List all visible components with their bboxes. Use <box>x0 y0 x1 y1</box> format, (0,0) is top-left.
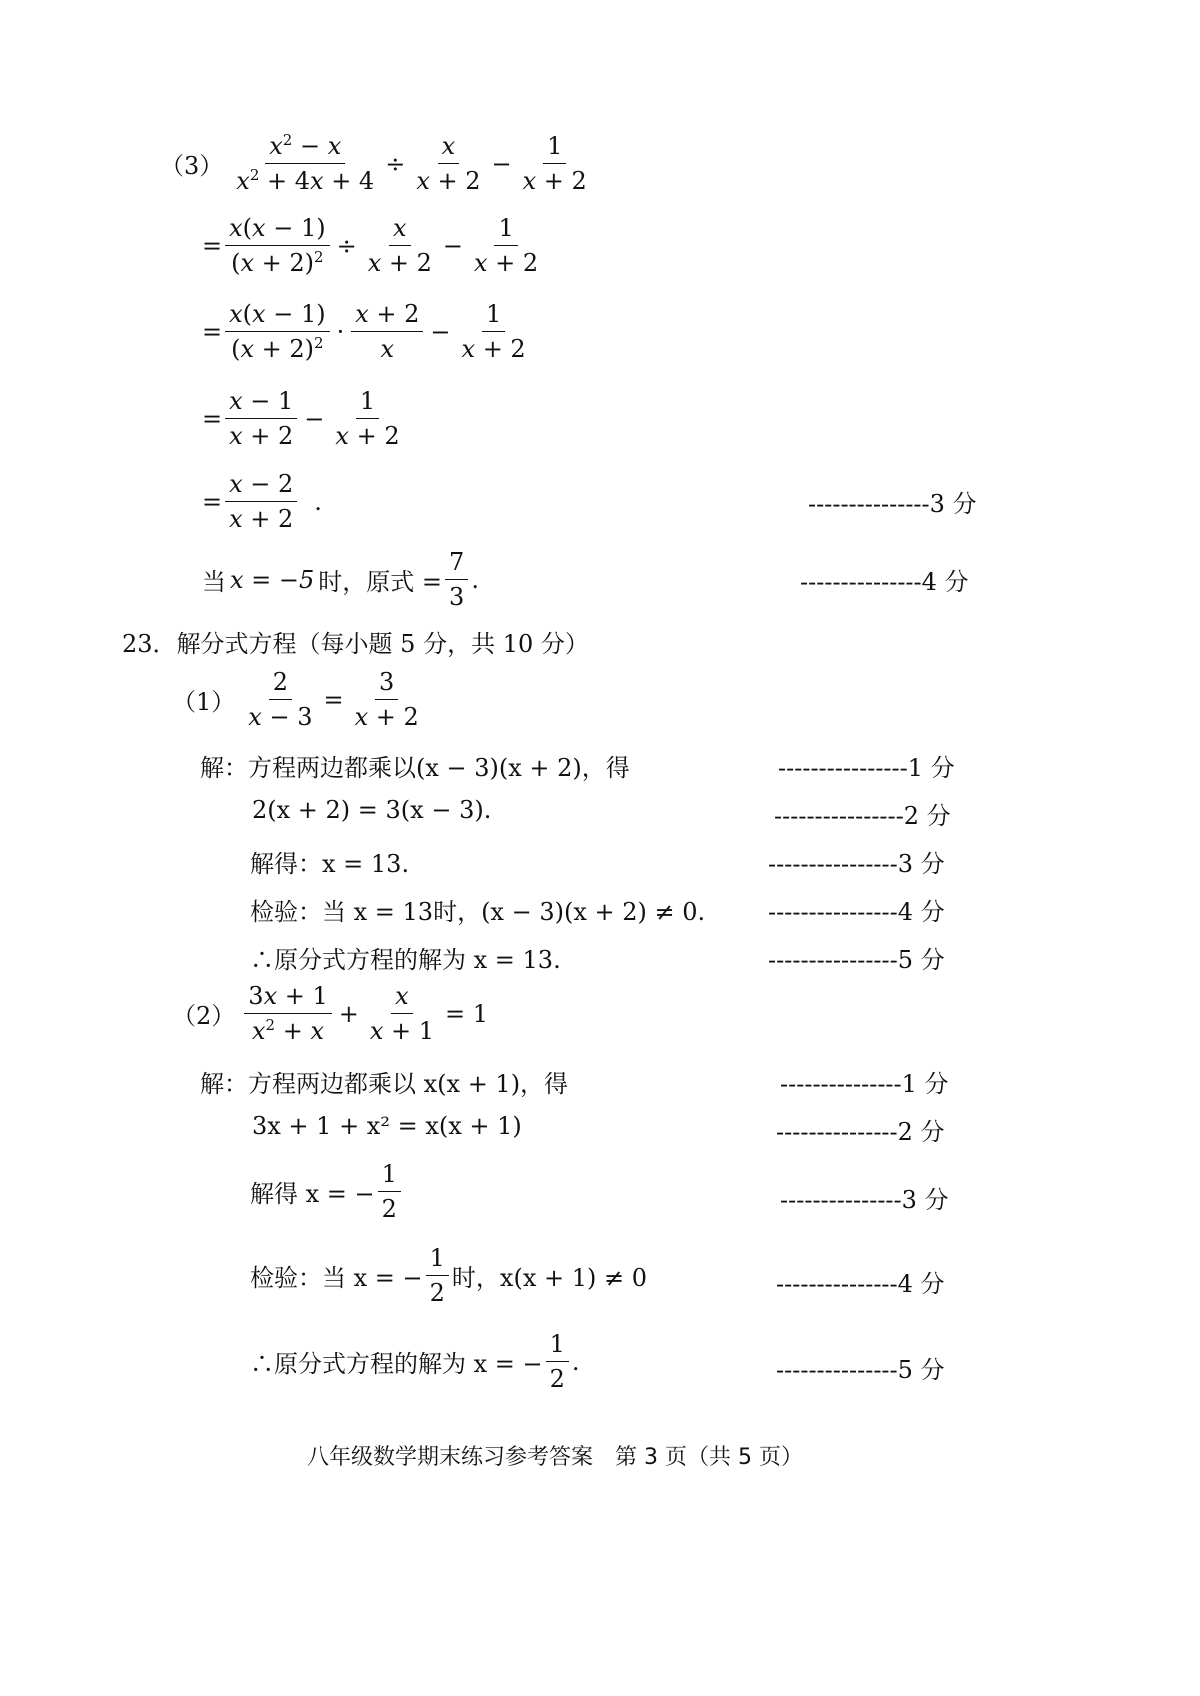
evaluate-text: 时，原式 = <box>318 568 443 596</box>
question-1-label: （1） <box>172 688 236 716</box>
fraction: $\frac{x}{x + 2}$ <box>416 132 481 195</box>
score-mark: ---------------4 分 <box>776 1270 945 1298</box>
evaluate-prefix: 当 <box>202 568 226 596</box>
q2-step-5-suffix: . <box>571 1347 580 1376</box>
q1-step: 检验：当 x = 13时，(x − 3)(x + 2) ≠ 0. <box>250 898 706 926</box>
score-mark: ----------------4 分 <box>768 898 945 926</box>
q1-step: 解：方程两边都乘以(x − 3)(x + 2)，得 <box>200 754 630 782</box>
fraction: $\frac{1}{2}$ <box>378 1160 401 1223</box>
fraction: $\frac{1}{x + 2}$ <box>522 132 587 195</box>
problem-3-step-2: = $\frac{x(x - 1)}{(x + 2)^2}$ · $\frac{x + 2}{x}$ − $\frac{1}{x + 2}$ <box>202 300 533 363</box>
fraction: $\frac{x - 1}{x + 2}$ <box>225 387 297 450</box>
q2-step-3 <box>250 1160 404 1223</box>
section-23-heading: 23．解分式方程（每小题 5 分，共 10 分） <box>122 630 589 658</box>
score-mark: ----------------3 分 <box>768 850 945 878</box>
q2-step-4-suffix: 时，x(x + 1) ≠ 0 <box>451 1264 647 1292</box>
q1-step: ∴原分式方程的解为 x = 13. <box>250 946 561 974</box>
evaluate-condition: x = −5 <box>230 565 315 594</box>
fraction: $\frac{x^2 - x}{x^2 + 4x + 4}$ <box>236 131 375 195</box>
question-2-label: （2） <box>172 1002 236 1030</box>
question-1-equation: （1） $\frac{2}{x - 3}$ = $\frac{3}{x + 2}$ <box>172 668 426 731</box>
score-mark: ---------------4 分 <box>800 568 969 596</box>
q2-step: 3x + 1 + x² = x(x + 1) <box>252 1112 522 1140</box>
fraction: $\frac{x(x - 1)}{(x + 2)^2}$ <box>225 300 329 363</box>
score-mark: ---------------2 分 <box>776 1118 945 1146</box>
problem-3-evaluate: 当 x = −5 时，原式 = $\frac{7}{3}$ . <box>202 548 479 611</box>
score-mark: ----------------5 分 <box>768 946 945 974</box>
fraction: $\frac{x}{x + 2}$ <box>367 214 432 277</box>
question-2-equation: （2） $\frac{3x + 1}{x^2 + x}$ + $\frac{x}{x + 1}$ = 1 <box>172 982 489 1045</box>
fraction: $\frac{7}{3}$ <box>445 548 468 611</box>
score-mark: ----------------2 分 <box>774 802 951 830</box>
q1-step: 2(x + 2) = 3(x − 3). <box>252 796 492 824</box>
q2-step-3-text: 解得 x = − <box>250 1180 375 1208</box>
problem-3-step-3: = $\frac{x - 1}{x + 2}$ − $\frac{1}{x + 2}$ <box>202 387 407 450</box>
fraction: $\frac{2}{x - 3}$ <box>248 668 313 731</box>
q2-step-5 <box>250 1330 580 1393</box>
fraction: $\frac{1}{2}$ <box>546 1330 569 1393</box>
q2-step: 解：方程两边都乘以 x(x + 1)，得 <box>200 1070 569 1098</box>
problem-3-step-4: = $\frac{x - 2}{x + 2}$ . <box>202 470 322 533</box>
score-mark: ----------------1 分 <box>778 754 955 782</box>
fraction: $\frac{x}{x + 1}$ <box>369 982 435 1045</box>
page-footer: 八年级数学期末练习参考答案 第 3 页（共 5 页） <box>307 1445 803 1470</box>
q2-step-4 <box>250 1244 647 1307</box>
problem-3-expression: （3） $\frac{x^2 - x}{x^2 + 4x + 4}$ ÷ $\frac{x}{x + 2}$ − $\frac{1}{x + 2}$ <box>160 132 594 195</box>
q2-step-5-text: ∴原分式方程的解为 x = − <box>250 1350 543 1378</box>
problem-3-label: （3） <box>160 152 224 180</box>
fraction: $\frac{1}{x + 2}$ <box>461 300 526 363</box>
fraction: $\frac{1}{x + 2}$ <box>335 387 400 450</box>
score-mark: ---------------3 分 <box>780 1186 949 1214</box>
score-mark: ---------------1 分 <box>780 1070 949 1098</box>
fraction: $\frac{x - 2}{x + 2}$ <box>225 470 297 533</box>
fraction: $\frac{1}{2}$ <box>426 1244 449 1307</box>
fraction: $\frac{x(x - 1)}{(x + 2)^2}$ <box>225 214 329 277</box>
score-mark: ---------------5 分 <box>776 1356 945 1384</box>
score-mark: ---------------3 分 <box>808 490 977 518</box>
q2-step-4-text: 检验：当 x = − <box>250 1264 423 1292</box>
q1-step: 解得：x = 13. <box>250 850 410 878</box>
fraction: $\frac{3x + 1}{x^2 + x}$ <box>244 982 331 1045</box>
problem-3-step-1: = $\frac{x(x - 1)}{(x + 2)^2}$ ÷ $\frac{x}{x + 2}$ − $\frac{1}{x + 2}$ <box>202 214 545 277</box>
fraction: $\frac{3}{x + 2}$ <box>354 668 419 731</box>
fraction: $\frac{1}{x + 2}$ <box>473 214 539 277</box>
fraction: $\frac{x + 2}{x}$ <box>351 300 423 363</box>
